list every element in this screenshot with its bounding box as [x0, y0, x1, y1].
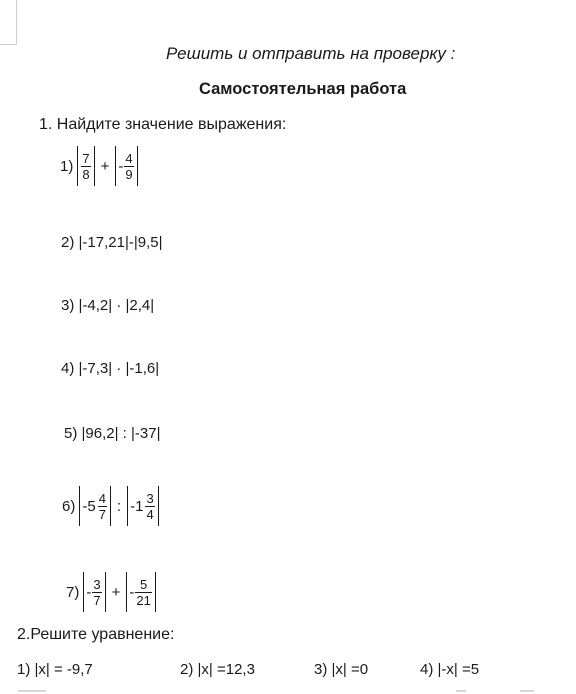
item-number: 4)	[61, 360, 75, 377]
minus-sign: -	[118, 157, 124, 175]
abs-bar	[158, 486, 159, 526]
numerator: 4	[98, 490, 106, 506]
cropped-next-line	[0, 688, 576, 694]
abs-bar	[137, 146, 138, 186]
numerator: 4	[125, 150, 133, 166]
operator: +	[100, 157, 110, 175]
numerator: 5	[139, 576, 148, 592]
expression-4	[61, 360, 159, 377]
equation-4: 4) |-x| =5	[420, 661, 480, 678]
abs-bar	[110, 486, 111, 526]
denominator: 9	[125, 166, 133, 182]
abs-bar	[115, 146, 116, 186]
equation-2: 2) |x| =12,3	[180, 661, 255, 678]
denominator: 7	[93, 592, 101, 608]
fraction	[81, 151, 90, 182]
abs-bar	[79, 486, 80, 526]
equation-3: 3) |x| =0	[314, 661, 369, 678]
minus-sign: -	[86, 583, 92, 601]
item-number: 7)	[66, 583, 80, 601]
numerator: 3	[93, 576, 101, 592]
expression-1	[60, 146, 140, 186]
operator: +	[111, 583, 121, 601]
page-corner-mark	[0, 0, 17, 45]
abs-bar	[77, 146, 78, 186]
denominator: 4	[146, 506, 154, 522]
item-number: 6)	[62, 497, 76, 515]
whole-part: 5	[87, 497, 96, 515]
abs-bar	[83, 572, 84, 612]
minus-sign: -	[129, 583, 135, 601]
fraction	[92, 577, 101, 608]
operator: :	[116, 497, 122, 515]
abs-bar	[155, 572, 156, 612]
abs-bar	[94, 146, 95, 186]
task1-heading: 1. Найдите значение выражения:	[39, 116, 287, 133]
equation-1: 1) |x| = -9,7	[17, 661, 93, 678]
abs-bar	[127, 486, 128, 526]
task2-heading: 2.Решите уравнение:	[17, 626, 175, 643]
expression-3	[61, 297, 154, 314]
denominator: 8	[82, 166, 90, 182]
item-number: 3)	[61, 297, 75, 314]
fraction	[124, 151, 133, 182]
minus-sign: -	[130, 497, 136, 515]
expression-5	[64, 425, 160, 442]
expression-text: |-7,3| · |-1,6|	[78, 360, 160, 377]
expression-7	[66, 572, 158, 612]
fraction	[145, 491, 154, 522]
fraction	[98, 491, 107, 522]
numerator: 3	[146, 490, 154, 506]
expression-text: |-4,2| · |2,4|	[78, 297, 155, 314]
abs-bar	[126, 572, 127, 612]
abs-bar	[105, 572, 106, 612]
whole-part: 1	[135, 497, 144, 515]
expression-text: |96,2| : |-37|	[81, 425, 161, 442]
fraction	[135, 577, 151, 608]
item-number: 5)	[64, 425, 78, 442]
denominator: 7	[98, 506, 106, 522]
instruction-text: Решить и отправить на проверку :	[166, 44, 456, 63]
expression-6	[62, 486, 161, 526]
expression-text: |-17,21|-|9,5|	[78, 234, 163, 251]
item-number: 2)	[61, 234, 75, 251]
page-title: Самостоятельная работа	[199, 80, 407, 98]
numerator: 7	[82, 150, 90, 166]
denominator: 21	[136, 592, 151, 608]
minus-sign: -	[82, 497, 88, 515]
item-number: 1)	[60, 157, 74, 175]
expression-2	[61, 234, 162, 251]
